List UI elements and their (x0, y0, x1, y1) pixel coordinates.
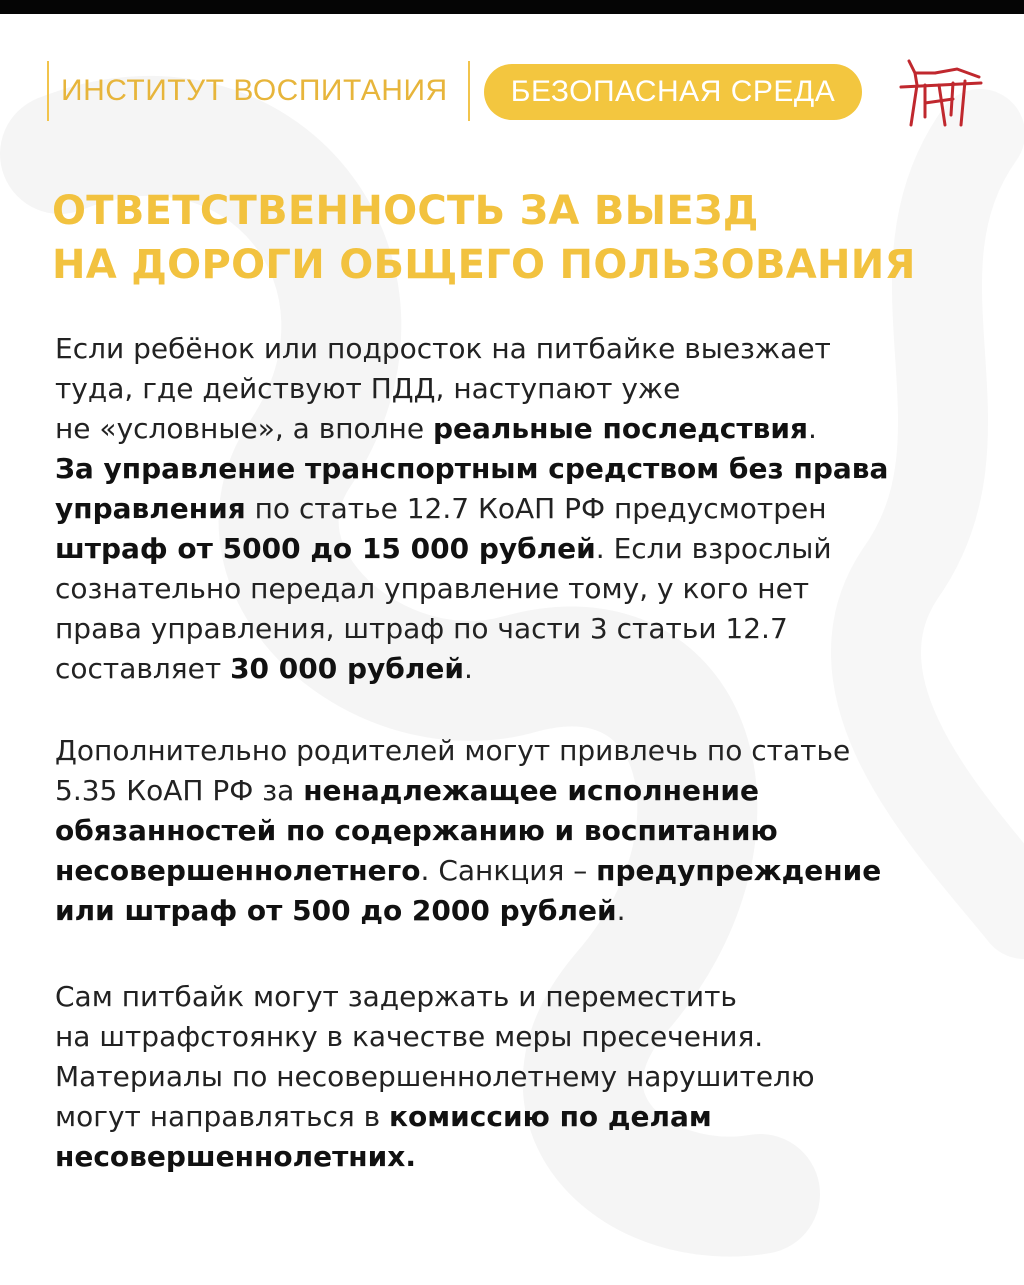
paragraph-2 (55, 731, 995, 931)
bold-text: штраф от 5000 до 15 000 рублей (55, 532, 596, 565)
divider (468, 61, 470, 121)
brand-name: ИНСТИТУТ ВОСПИТАНИЯ (61, 74, 448, 107)
text-line: туда, где действуют ПДД, наступают уже (55, 372, 681, 405)
text-segment: составляет (55, 652, 231, 685)
bold-text: 30 000 рублей (230, 652, 464, 685)
bold-text: ненадлежащее исполнение (303, 774, 759, 807)
text-line (55, 649, 995, 689)
bold-text: несовершеннолетнего (55, 854, 421, 887)
text-segment: 5.35 КоАП РФ за (55, 774, 304, 807)
bold-text: За управление транспортным средством без права (55, 452, 889, 485)
text-line: Дополнительно родителей могут привлечь по статье (55, 734, 851, 767)
divider (47, 61, 49, 121)
text-segment: . (616, 894, 626, 927)
bold-text: предупреждение (596, 854, 882, 887)
text-segment: могут направляться в (55, 1100, 390, 1133)
text-line (55, 489, 995, 529)
paragraph-1 (55, 329, 995, 689)
bold-text: несовершеннолетних. (55, 1140, 416, 1173)
text-line (55, 409, 995, 449)
text-line (55, 1097, 995, 1137)
text-line (55, 1137, 995, 1177)
text-segment: . (463, 652, 473, 685)
top-black-bar (0, 0, 1024, 14)
text-segment: . Санкция – (420, 854, 597, 887)
text-line: сознательно передал управление тому, у кого нет (55, 572, 810, 605)
text-line: на штрафстоянку в качестве меры пресечения. (55, 1020, 764, 1053)
topic-badge (484, 64, 862, 120)
text-line: Материалы по несовершеннолетнему нарушителю (55, 1060, 815, 1093)
header (47, 61, 987, 121)
bold-text: обязанностей по содержанию и воспитанию (55, 814, 778, 847)
topic-badge-label: БЕЗОПАСНАЯ СРЕДА (510, 75, 836, 108)
bold-text: или штраф от 500 до 2000 рублей (55, 894, 617, 927)
text-line (55, 811, 995, 851)
red-chair-logo-icon (895, 55, 987, 129)
title-line: ОТВЕТСТВЕННОСТЬ ЗА ВЫЕЗД (52, 188, 759, 234)
text-line (55, 891, 995, 931)
text-line (55, 851, 995, 891)
bold-text: управления (55, 492, 246, 525)
bold-text: комиссию по делам (389, 1100, 712, 1133)
text-line: Сам питбайк могут задержать и переместить (55, 980, 737, 1013)
paragraph-3 (55, 977, 995, 1177)
text-line: права управления, штраф по части 3 статьи 12.7 (55, 612, 788, 645)
text-line: Если ребёнок или подросток на питбайке выезжает (55, 332, 831, 365)
bold-text: реальные последствия (432, 412, 808, 445)
text-segment: . Если взрослый (595, 532, 832, 565)
text-segment: по статье 12.7 КоАП РФ предусмотрен (245, 492, 827, 525)
text-line (55, 529, 995, 569)
text-line (55, 449, 995, 489)
title-line: НА ДОРОГИ ОБЩЕГО ПОЛЬЗОВАНИЯ (52, 242, 916, 288)
text-segment: . (807, 412, 817, 445)
text-line (55, 771, 995, 811)
text-segment: не «условные», а вполне (55, 412, 433, 445)
page-title (52, 184, 992, 292)
